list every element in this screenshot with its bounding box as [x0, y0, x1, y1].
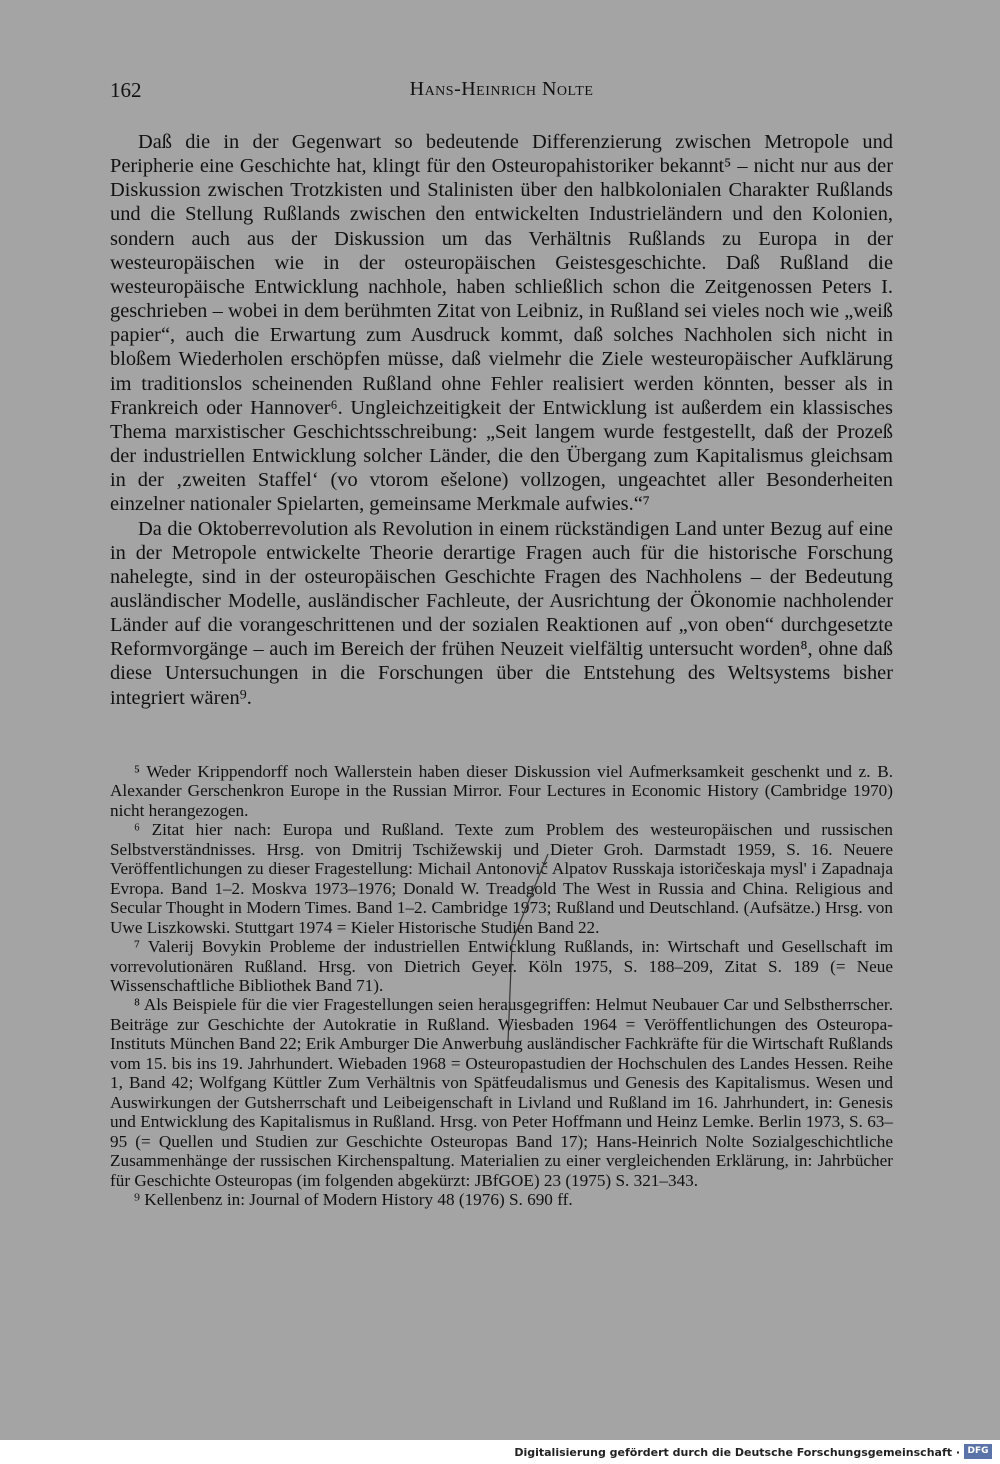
footnote-6: ⁶ Zitat hier nach: Europa und Rußland. Texte zum Problem des westeuropäischen und russischen Selbstverständnisses. Hrsg. von Dmitrij Tschižewskij und Dieter Groh. Darmstadt 1959, S. 16. Neuere Veröffentlichungen zu dieser Fragestellung: Michail Antonovič Alpatov Russkaja istoričeskaja mysl' i Zapadnaja Evropa. Band 1–2. Moskva 1973–1976; Donald W. Treadgold The West in Russia and China. Religious and Secular Thought in Modern Times. Band 1–2. Cambridge 1973; Rußland und Deutschland. (Aufsätze.) Hrsg. von Uwe Liszkowski. Stuttgart 1974 = Kieler Historische Studien Band 22.	[110, 820, 893, 937]
dfg-logo-icon: DFG	[964, 1444, 992, 1459]
body-paragraph: Da die Oktoberrevolution als Revolution in einem rückständigen Land unter Bezug auf eine in der Metropole entwickelte Theorie derartige Fragen auch für die historische Forschung nahelegte, sind in der osteuropäischen Geschichte Fragen des Nachholens – der Bedeutung ausländischer Modelle, ausländischer Fachleute, der Ausrichtung der Ökonomie nachholender Länder auf die vorangeschrittenen und der sozialen Reaktionen auf „von oben“ durchgesetzte Reformvorgänge – auch im Bereich der frühen Neuzeit vielfältig untersucht worden⁸, ohne daß diese Untersuchungen in die Forschungen über die Entstehung des Weltsystems bisher integriert wären⁹.	[110, 517, 893, 709]
footnote-9: ⁹ Kellenbenz in: Journal of Modern History 48 (1976) S. 690 ff.	[134, 1189, 573, 1209]
dfg-credit: Digitalisierung gefördert durch die Deutsche Forschungsgemeinschaft ·	[514, 1446, 960, 1459]
footnote-8: ⁸ Als Beispiele für die vier Fragestellungen seien herausgegriffen: Helmut Neubauer Car und Selbstherrscher. Beiträge zur Geschichte der Autokratie in Rußland. Wiesbaden 1964 = Veröffentlichungen des Osteuropa-Instituts München Band 22; Erik Amburger Die Anwerbung ausländischer Fachkräfte für die Wirtschaft Rußlands vom 15. bis ins 19. Jahrhundert. Wiebaden 1968 = Osteuropastudien der Hochschulen des Landes Hessen. Reihe 1, Band 42; Wolfgang Küttler Zum Verhältnis von Spätfeudalismus und Genesis des Kapitalismus. Wesen und Auswirkungen der Gutsherrschaft und Leibeigenschaft in Livland und Rußland im 16. Jahrhundert, in: Genesis und Entwicklung des Kapitalismus in Rußland. Hrsg. von Peter Hoffmann und Heinz Lemke. Berlin 1973, S. 63–95 (= Quellen und Studien zur Geschichte Osteuropas Band 17); Hans-Heinrich Nolte Sozialgeschichtliche Zusammenhänge der russischen Kirchenspaltung. Materialien zu einer vergleichenden Erklärung, in: Jahrbücher für Geschichte Osteuropas (im folgenden abgekürzt: JBfGOE) 23 (1975) S. 321–343.	[110, 995, 893, 1190]
footer-bar	[0, 1440, 1000, 1464]
page-header	[110, 78, 893, 108]
footnote-7: ⁷ Valerij Bovykin Probleme der industriellen Entwicklung Rußlands, in: Wirtschaft und Gesellschaft im vorrevolutionären Rußland. Hrsg. von Dietrich Geyer. Köln 1975, S. 188–209, Zitat S. 189 (= Neue Wissenschaftliche Bibliothek Band 71).	[110, 937, 893, 995]
body-paragraph: Daß die in der Gegenwart so bedeutende Differenzierung zwischen Metropole und Peripherie eine Geschichte hat, klingt für den Osteuropahistoriker bekannt⁵ – nicht nur aus der Diskussion zwischen Trotzkisten und Stalinisten über den halbkolonialen Charakter Rußlands und die Stellung Rußlands zwischen den entwickelten Industrieländern und den Kolonien, sondern auch aus der Diskussion um das Verhältnis Rußlands zu Europa in der westeuropäischen wie in der osteuropäischen Geistesgeschichte. Daß Rußland die westeuropäische Entwicklung nachhole, haben schließlich schon die Zeitgenossen Peters I. geschrieben – wobei in dem berühmten Zitat von Leibniz, in Rußland sei vieles noch wie „weiß papier“, auch die Erwartung zum Ausdruck kommt, daß solches Nachholen sich nicht in bloßem Wiederholen erschöpfen müsse, daß vielmehr die Ziele westeuropäischer Aufklärung im traditionslos scheinenden Rußland ohne Fehler realisiert werden könnten, besser als in Frankreich oder Hannover⁶. Ungleichzeitigkeit der Entwicklung ist außerdem ein klassisches Thema marxistischer Geschichtsschreibung: „Seit langem wurde festgestellt, daß der Prozeß der industriellen Entwicklung solcher Länder, die den Übergang zum Kapitalismus gleichsam in der ‚zweiten Staffel‘ (vo vtorom ešelone) vollzogen, ungeachtet aller Besonderheiten einzelner nationaler Spielarten, gemeinsame Merkmale aufwies.“⁷	[110, 131, 893, 516]
footnote-5: ⁵ Weder Krippendorff noch Wallerstein haben dieser Diskussion viel Aufmerksamkeit geschenkt und z. B. Alexander Gerschenkron Europe in the Russian Mirror. Four Lectures in Economic History (Cambridge 1970) nicht herangezogen.	[110, 762, 893, 820]
footnotes	[110, 762, 893, 1209]
page-number: 162	[110, 78, 142, 102]
running-head: Hans-Heinrich Nolte	[409, 78, 594, 100]
body-text	[110, 130, 893, 710]
